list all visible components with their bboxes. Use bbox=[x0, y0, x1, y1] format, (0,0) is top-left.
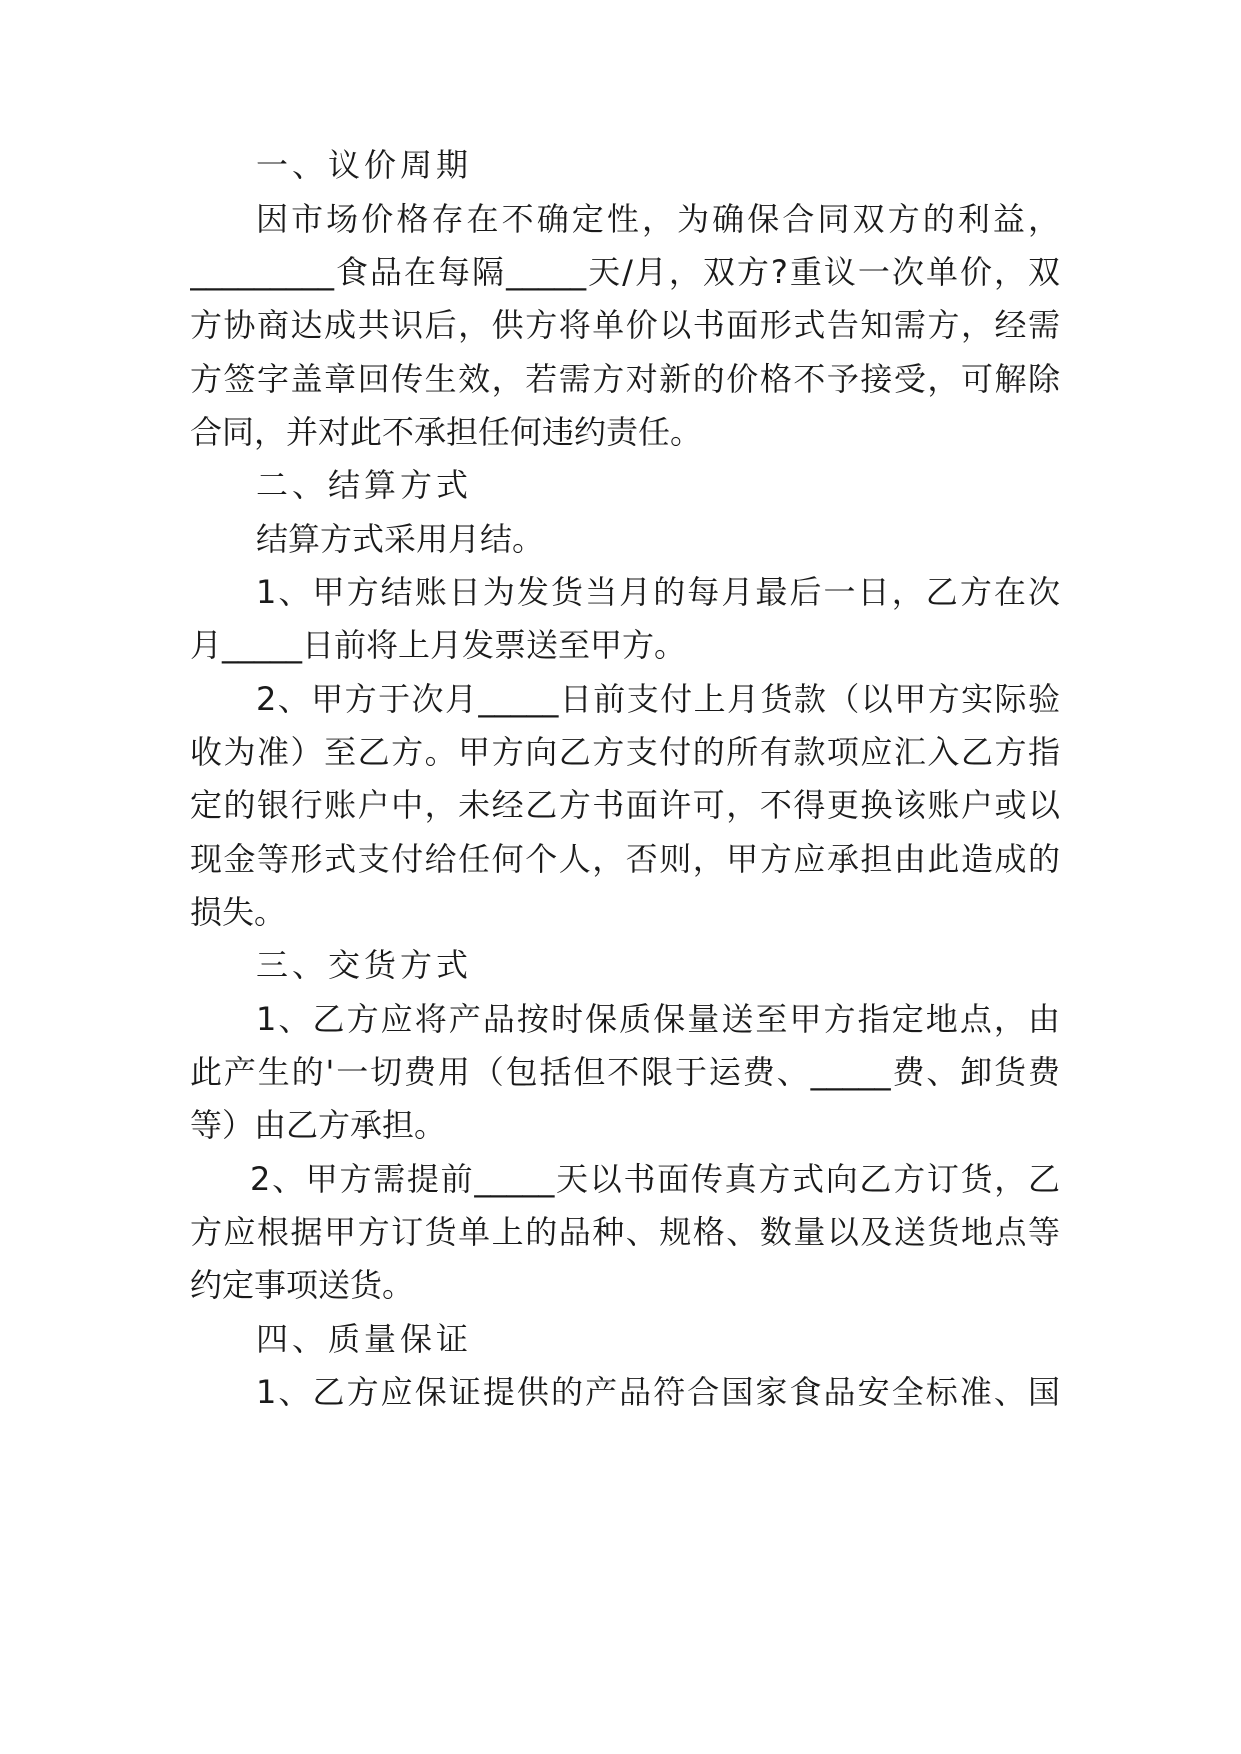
paragraph-line: 方签字盖章回传生效，若需方对新的价格不予接受，可解除 bbox=[190, 360, 1060, 398]
paragraph-line: 1、乙方应保证提供的产品符合国家食品安全标准、国 bbox=[256, 1373, 1060, 1411]
paragraph-line: 约定事项送货。 bbox=[190, 1266, 415, 1304]
section-heading-price-negotiation: 一、议价周期 bbox=[256, 146, 473, 184]
paragraph-line: 1、甲方结账日为发货当月的每月最后一日，乙方在次 bbox=[256, 573, 1060, 611]
paragraph-line: 此产生的'一切费用（包括但不限于运费、_____费、卸货费 bbox=[190, 1053, 1060, 1091]
section-heading-delivery: 三、交货方式 bbox=[256, 946, 473, 984]
paragraph-line: 损失。 bbox=[190, 893, 287, 931]
paragraph-line: 等）由乙方承担。 bbox=[190, 1106, 447, 1144]
paragraph-line: 2、甲方需提前_____天以书面传真方式向乙方订货，乙 bbox=[250, 1160, 1060, 1198]
paragraph-line: _________食品在每隔_____天/月，双方?重议一次单价，双 bbox=[190, 253, 1060, 291]
paragraph-line: 现金等形式支付给任何个人，否则，甲方应承担由此造成的 bbox=[190, 840, 1060, 878]
paragraph-line: 收为准）至乙方。甲方向乙方支付的所有款项应汇入乙方指 bbox=[190, 733, 1060, 771]
paragraph-line: 结算方式采用月结。 bbox=[256, 520, 545, 558]
paragraph-line: 合同，并对此不承担任何违约责任。 bbox=[190, 413, 703, 451]
paragraph-line: 方协商达成共识后，供方将单价以书面形式告知需方，经需 bbox=[190, 306, 1060, 344]
paragraph-line: 因市场价格存在不确定性，为确保合同双方的利益， bbox=[256, 200, 1060, 238]
paragraph-line: 方应根据甲方订货单上的品种、规格、数量以及送货地点等 bbox=[190, 1213, 1060, 1251]
paragraph-line: 定的银行账户中，未经乙方书面许可，不得更换该账户或以 bbox=[190, 786, 1060, 824]
paragraph-line: 月_____日前将上月发票送至甲方。 bbox=[190, 626, 687, 664]
paragraph-line: 2、甲方于次月_____日前支付上月货款（以甲方实际验 bbox=[256, 680, 1060, 718]
section-heading-quality: 四、质量保证 bbox=[256, 1320, 473, 1358]
section-heading-settlement: 二、结算方式 bbox=[256, 466, 473, 504]
paragraph-line: 1、乙方应将产品按时保质保量送至甲方指定地点，由 bbox=[256, 1000, 1060, 1038]
